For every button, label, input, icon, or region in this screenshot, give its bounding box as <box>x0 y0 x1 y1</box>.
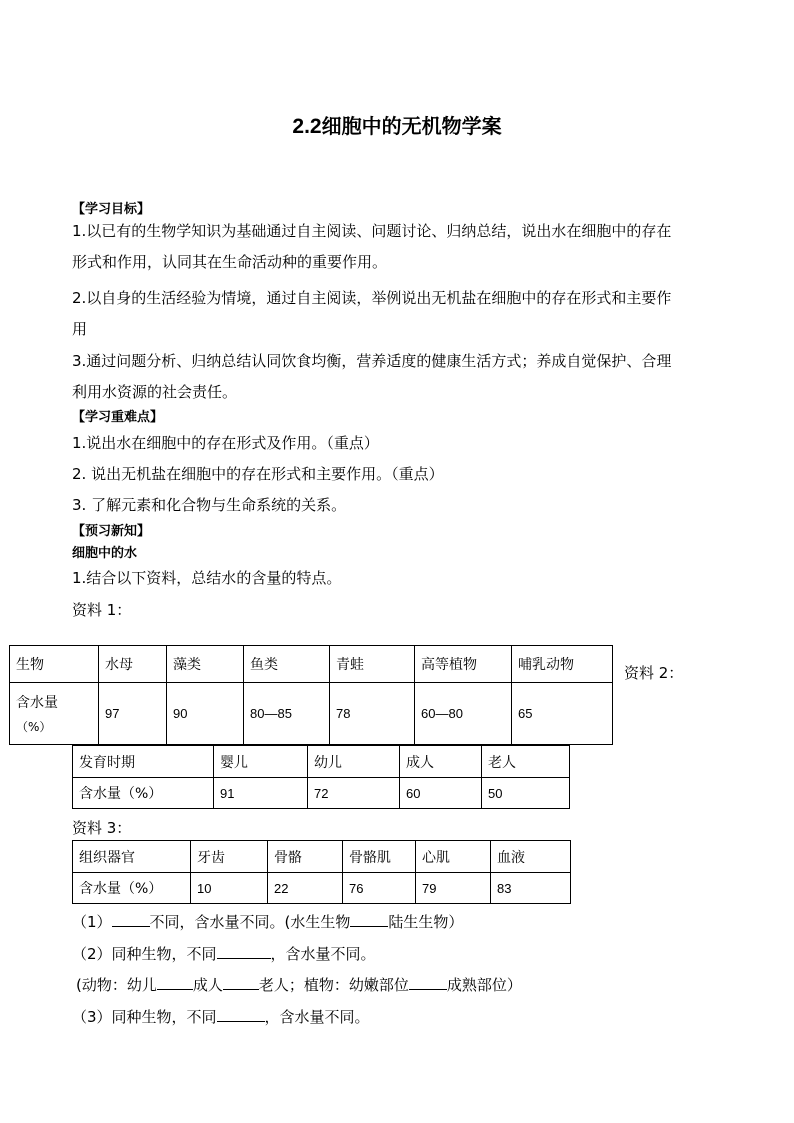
table-header-cell: 青蛙 <box>330 646 415 683</box>
fill-question-2 <box>72 943 376 964</box>
row-label-cell: 含水量（%） <box>73 778 214 809</box>
q2b-d: 成熟部位） <box>446 976 522 994</box>
table-header-row <box>73 841 571 873</box>
table-cell: 22 <box>268 873 343 904</box>
fill-question-3 <box>72 1006 370 1027</box>
row-label-cell: 含水量（%） <box>73 873 191 904</box>
fill-question-1 <box>72 911 463 932</box>
table-header-cell: 老人 <box>482 746 570 778</box>
answer-blank[interactable] <box>223 975 259 990</box>
answer-blank[interactable] <box>409 975 447 990</box>
answer-blank[interactable] <box>217 944 271 959</box>
table-header-cell: 水母 <box>99 646 167 683</box>
keypoint-1: 1.说出水在细胞中的存在形式及作用。（重点） <box>72 434 379 452</box>
table-header-cell: 牙齿 <box>191 841 268 873</box>
row-label-line1: 含水量 <box>16 695 58 711</box>
preview-heading: 【预习新知】 <box>72 524 151 539</box>
answer-blank[interactable] <box>350 912 388 927</box>
q2b-c: 老人；植物：幼嫩部位 <box>258 976 409 994</box>
material-2-label: 资料 2： <box>624 664 684 682</box>
table-row <box>73 778 570 809</box>
table-tissues <box>72 840 571 904</box>
title-text: 细胞中的无机物学案 <box>321 114 502 138</box>
table-development <box>72 745 570 809</box>
table-cell: 76 <box>343 873 416 904</box>
table-cell: 78 <box>330 683 415 745</box>
objective-2-line2: 用 <box>72 320 88 338</box>
q3-prefix: （3）同种生物，不同 <box>72 1008 217 1026</box>
table-cell: 79 <box>416 873 491 904</box>
question-1: 1.结合以下资料，总结水的含量的特点。 <box>72 569 342 587</box>
q1-prefix: （1） <box>72 913 112 931</box>
objective-3-line2: 利用水资源的社会责任。 <box>72 383 238 401</box>
material-3-label: 资料 3： <box>72 819 132 837</box>
objective-1-line1: 1.以已有的生物学知识为基础通过自主阅读、问题讨论、归纳总结，说出水在细胞中的存在 <box>72 222 672 240</box>
table-cell: 97 <box>99 683 167 745</box>
q2-end: ，含水量不同。 <box>270 945 376 963</box>
q1-end: 陆生生物） <box>388 913 464 931</box>
table-cell: 90 <box>167 683 244 745</box>
title-prefix: 2.2 <box>292 115 322 138</box>
q2b-b: 成人 <box>192 976 223 994</box>
table-header-cell: 幼儿 <box>308 746 400 778</box>
fill-question-2b <box>76 974 522 995</box>
table-header-cell: 发育时期 <box>73 746 214 778</box>
table-header-cell: 骨骼 <box>268 841 343 873</box>
table-header-cell: 鱼类 <box>244 646 330 683</box>
table-cell: 91 <box>214 778 308 809</box>
q2b-a: (动物：幼儿 <box>76 976 157 994</box>
q1-mid: 不同，含水量不同。(水生生物 <box>149 913 351 931</box>
table-header-cell: 生物 <box>10 646 99 683</box>
table-cell: 10 <box>191 873 268 904</box>
table-header-cell: 高等植物 <box>415 646 512 683</box>
table-organisms <box>9 645 613 745</box>
table-header-cell: 血液 <box>491 841 571 873</box>
table-cell: 72 <box>308 778 400 809</box>
table-header-cell: 成人 <box>400 746 482 778</box>
table-cell: 83 <box>491 873 571 904</box>
table-header-cell: 婴儿 <box>214 746 308 778</box>
table-header-cell: 藻类 <box>167 646 244 683</box>
table-header-cell: 组织器官 <box>73 841 191 873</box>
subheading-water: 细胞中的水 <box>72 546 138 561</box>
objectives-heading: 【学习目标】 <box>72 202 151 217</box>
table-header-cell: 哺乳动物 <box>512 646 613 683</box>
table-header-row <box>73 746 570 778</box>
q3-end: ，含水量不同。 <box>264 1008 370 1026</box>
table-header-cell: 骨骼肌 <box>343 841 416 873</box>
row-label-cell <box>10 683 99 745</box>
table-row <box>10 683 613 745</box>
material-1-label: 资料 1： <box>72 601 132 619</box>
table-cell: 80—85 <box>244 683 330 745</box>
answer-blank[interactable] <box>217 1007 265 1022</box>
table-cell: 50 <box>482 778 570 809</box>
answer-blank[interactable] <box>157 975 193 990</box>
table-header-cell: 心肌 <box>416 841 491 873</box>
objective-2-line1: 2.以自身的生活经验为情境，通过自主阅读，举例说出无机盐在细胞中的存在形式和主要作 <box>72 289 672 307</box>
objective-3-line1: 3.通过问题分析、归纳总结认同饮食均衡，营养适度的健康生活方式；养成自觉保护、合理 <box>72 352 672 370</box>
table-header-row <box>10 646 613 683</box>
row-label-line2: （%） <box>16 720 52 734</box>
q2-prefix: （2）同种生物，不同 <box>72 945 217 963</box>
table-row <box>73 873 571 904</box>
keypoint-2: 2. 说出无机盐在细胞中的存在形式和主要作用。（重点） <box>72 465 444 483</box>
page-title <box>0 110 794 139</box>
objective-1-line2: 形式和作用，认同其在生命活动种的重要作用。 <box>72 253 388 271</box>
table-cell: 60—80 <box>415 683 512 745</box>
keypoints-heading: 【学习重难点】 <box>72 410 164 425</box>
keypoint-3: 3. 了解元素和化合物与生命系统的关系。 <box>72 496 347 514</box>
table-cell: 60 <box>400 778 482 809</box>
table-cell: 65 <box>512 683 613 745</box>
answer-blank[interactable] <box>112 912 150 927</box>
